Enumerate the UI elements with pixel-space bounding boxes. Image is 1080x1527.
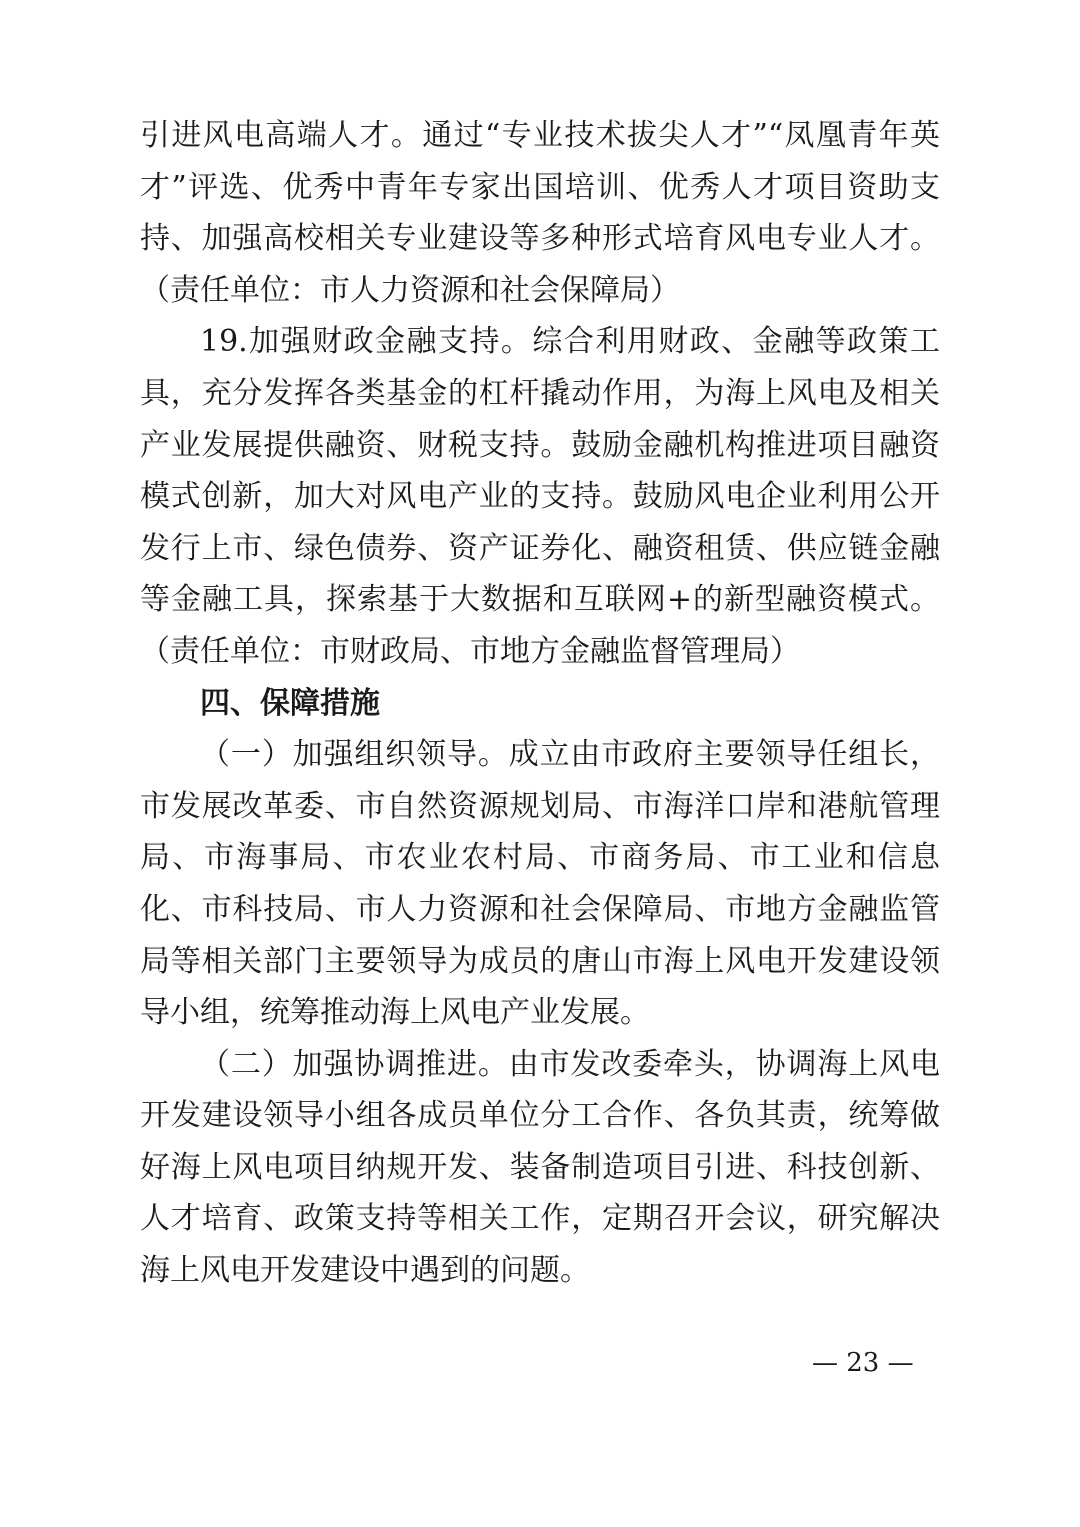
document-body [140,110,940,1297]
paragraph-finance-support: 19.加强财政金融支持。综合利用财政、金融等政策工具，充分发挥各类基金的杠杆撬动作用，为海上风电及相关产业发展提供融资、财税支持。鼓励金融机构推进项目融资模式创新，加大对风电产业的支持。鼓励风电企业利用公开发行上市、绿色债券、资产证券化、融资租赁、供应链金融等金融工具，探索基于大数据和互联网+的新型融资模式。（责任单位：市财政局、市地方金融监督管理局） [140,324,940,669]
paragraph-talent: 引进风电高端人才。通过“专业技术拔尖人才”“凤凰青年英才”评选、优秀中青年专家出国培训、优秀人才项目资助支持、加强高校相关专业建设等多种形式培育风电专业人才。（责任单位：市人力资源和社会保障局） [140,118,940,308]
page-number: — 23 — [812,1348,914,1378]
paragraph-organization-leadership: （一）加强组织领导。成立由市政府主要领导任组长，市发展改革委、市自然资源规划局、市海洋口岸和港航管理局、市海事局、市农业农村局、市商务局、市工业和信息化、市科技局、市人力资源和社会保障局、市地方金融监管局等相关部门主要领导为成员的唐山市海上风电开发建设领导小组，统筹推动海上风电产业发展。 [140,737,940,1031]
section-heading-safeguards: 四、保障措施 [200,685,380,721]
paragraph-coordination: （二）加强协调推进。由市发改委牵头，协调海上风电开发建设领导小组各成员单位分工合作、各负其责，统筹做好海上风电项目纳规开发、装备制造项目引进、科技创新、人才培育、政策支持等相关工作，定期召开会议，研究解决海上风电开发建设中遇到的问题。 [140,1046,940,1289]
